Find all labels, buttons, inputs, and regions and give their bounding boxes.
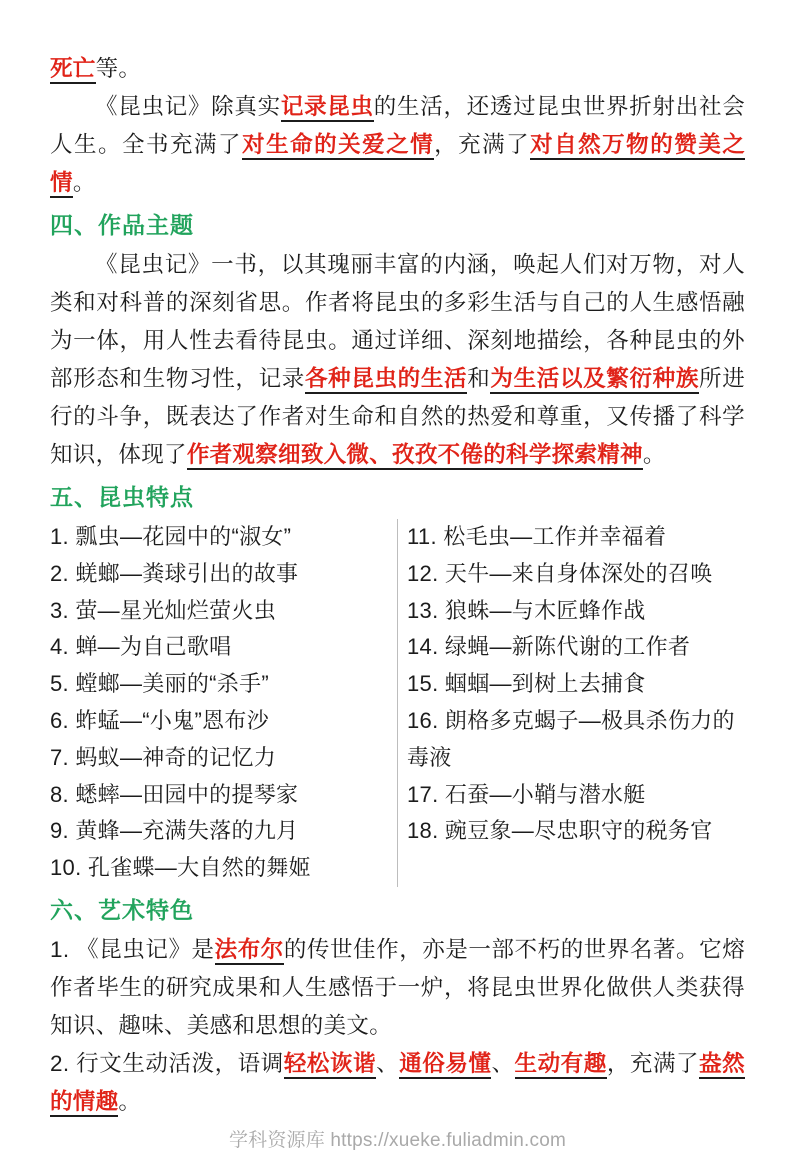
insect-list-item: 16. 朗格多克蝎子—极具杀伤力的毒液 [407, 707, 735, 770]
insect-list-item: 11. 松毛虫—工作并幸福着 [407, 524, 667, 549]
text-run: 的传世佳作，亦是一部不朽的世界名著。它熔作者毕生的研究成果和人生感悟于一炉，将昆虫世界化做供人类获得知识、趣味、美感和思想的美文。 [50, 936, 745, 1038]
watermark-footer: 学科资源库 https://xueke.fuliadmin.com [228, 1129, 567, 1151]
text-run: 。 [642, 442, 666, 467]
section-heading-theme: 四、作品主题 [50, 212, 194, 238]
text-run: 1. 《昆虫记》是 [50, 936, 215, 962]
section-heading-art: 六、艺术特色 [50, 896, 194, 923]
art-feature-item-1 [50, 931, 745, 1045]
insect-list-item: 7. 蚂蚁—神奇的记忆力 [50, 744, 277, 770]
insect-list-left [50, 519, 397, 887]
text-run: 。 [72, 170, 96, 195]
insect-list-item: 15. 蝈蝈—到树上去捕食 [407, 671, 646, 697]
intro-continuation-line [50, 50, 745, 88]
insect-list-item: 4. 蝉—为自己歌唱 [50, 634, 232, 660]
text-run: 的生活，还透过昆虫世界折射出社会人生。全书充满了 [50, 94, 745, 157]
text-run: 《昆虫记》除真实 [95, 94, 281, 119]
text-run: 、 [491, 1050, 515, 1076]
text-run: ，充满了 [606, 1050, 700, 1076]
insect-list-item: 17. 石蚕—小鞘与潜水艇 [407, 781, 646, 807]
art-feature-item-2 [50, 1045, 745, 1121]
insect-list-right [398, 519, 745, 887]
highlighted-term: 盎然的情趣 [50, 1051, 745, 1117]
highlighted-term: 法布尔 [215, 937, 284, 965]
highlighted-term: 记录昆虫 [281, 94, 374, 122]
text-run: 和 [467, 366, 491, 391]
text-run: 《昆虫记》一书，以其瑰丽丰富的内涵，唤起人们对万物，对人类和对科普的深刻省思。作者将昆虫的多彩生活与自己的人生感悟融为一体，用人性去看待昆虫。通过详细、深刻地描绘，各种昆虫的外部形态和生物习性，记录 [50, 252, 745, 391]
insect-list-item: 5. 螳螂—美丽的“杀手” [50, 671, 270, 697]
insect-list-item: 13. 狼蛛—与木匠蜂作战 [407, 597, 646, 623]
insect-list-item: 2. 蜣螂—粪球引出的故事 [50, 560, 299, 586]
highlighted-term: 死亡 [50, 56, 96, 84]
insect-list-item: 1. 瓢虫—花园中的“淑女” [50, 524, 292, 549]
section-heading-features: 五、昆虫特点 [50, 484, 194, 510]
highlighted-term: 通俗易懂 [399, 1051, 491, 1079]
text-run: 2. 行文生动活泼，语调 [50, 1050, 284, 1076]
highlighted-term: 作者观察细致入微、孜孜不倦的科学探索精神 [187, 442, 643, 470]
insect-list-item: 8. 蟋蟀—田园中的提琴家 [50, 781, 299, 807]
highlighted-term: 轻松诙谐 [284, 1051, 376, 1079]
highlighted-term: 为生活以及繁衍种族 [490, 366, 699, 394]
insect-list-item: 12. 天牛—来自身体深处的召唤 [407, 560, 713, 586]
insect-list-item: 18. 豌豆象—尽忠职守的税务官 [407, 818, 713, 844]
insect-features-columns [50, 519, 745, 887]
text-run: 等。 [95, 56, 142, 81]
insect-list-item: 9. 黄蜂—充满失落的九月 [50, 818, 299, 844]
insect-list-item: 3. 萤—星光灿烂萤火虫 [50, 597, 277, 623]
highlighted-term: 生动有趣 [515, 1051, 607, 1079]
highlighted-term: 对自然万物的赞美之情 [50, 132, 745, 198]
theme-paragraph [50, 246, 745, 474]
text-run: ，充满了 [434, 132, 531, 157]
insect-list-item: 6. 蚱蜢—“小鬼”恩布沙 [50, 707, 270, 733]
highlighted-term: 对生命的关爱之情 [242, 132, 434, 160]
text-run: 、 [376, 1050, 400, 1076]
text-run: 所进行的斗争，既表达了作者对生命和自然的热爱和尊重，又传播了科学知识，体现了 [50, 366, 745, 467]
highlighted-term: 各种昆虫的生活 [305, 366, 467, 394]
insect-list-item: 14. 绿蝇—新陈代谢的工作者 [407, 634, 691, 660]
intro-paragraph [50, 88, 745, 202]
text-run: 。 [118, 1088, 142, 1114]
insect-list-item: 10. 孔雀蝶—大自然的舞姬 [50, 855, 311, 881]
